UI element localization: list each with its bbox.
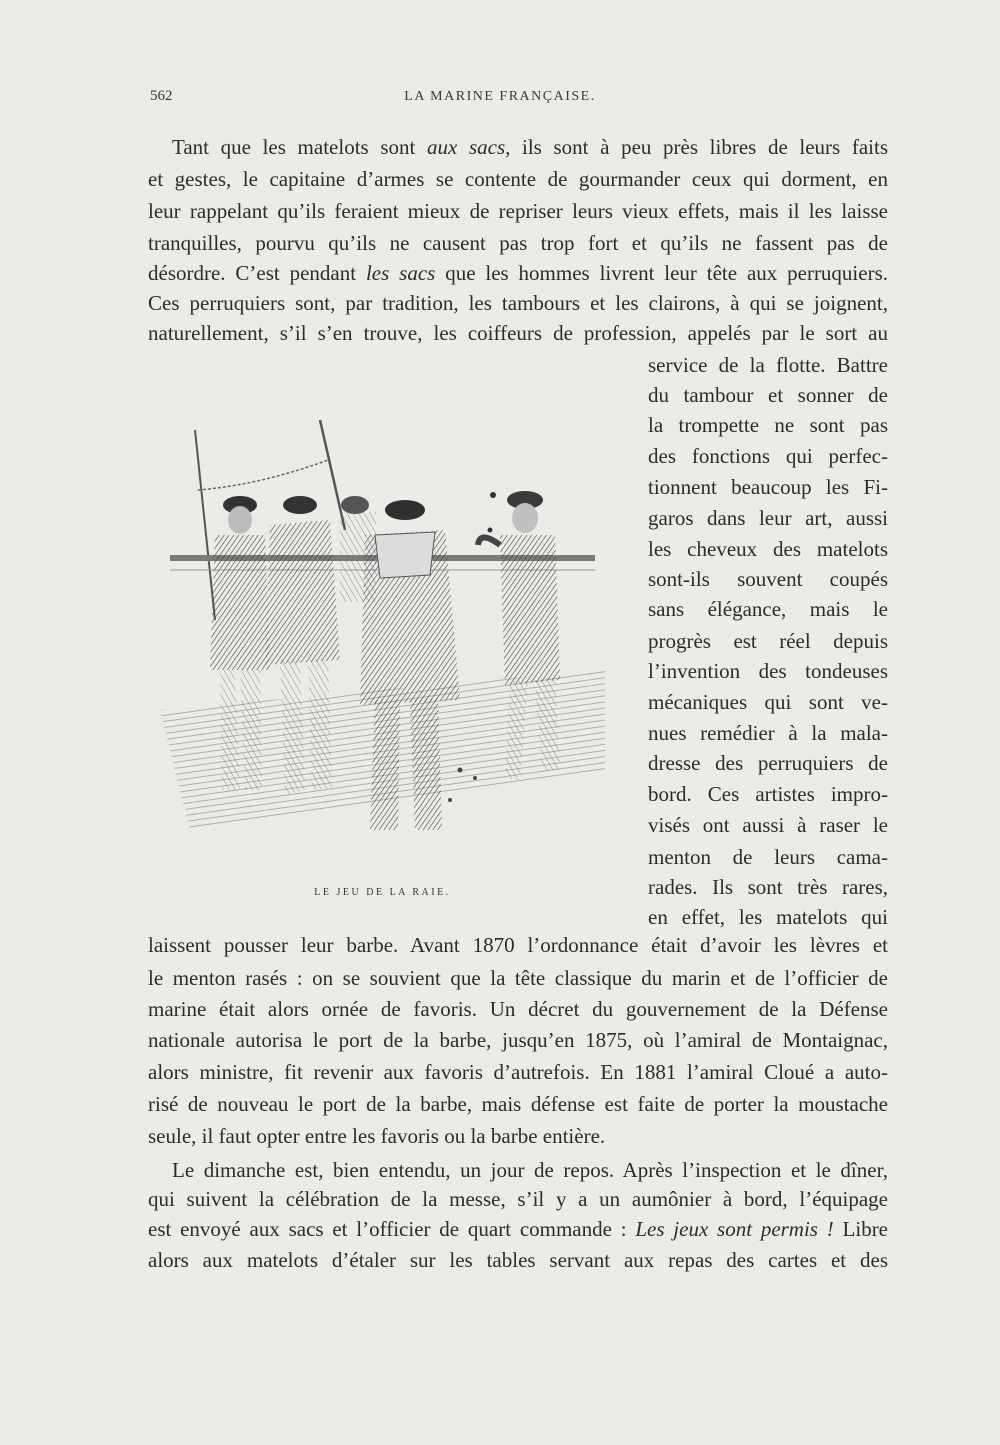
text-line: progrès est réel depuis	[648, 629, 888, 653]
page-number: 562	[150, 88, 173, 104]
page-header	[0, 88, 1000, 112]
text-line: du tambour et sonner de	[648, 383, 888, 407]
text-line: marine était alors ornée de favoris. Un décret du gouvernement de la Défense	[148, 997, 888, 1021]
text-line: désordre. C’est pendant les sacs que les hommes livrent leur tête aux perruquiers.	[148, 261, 888, 285]
text-line: alors ministre, fit revenir aux favoris d’autrefois. En 1881 l’amiral Cloué a auto-	[148, 1060, 888, 1084]
figure-caption: LE JEU DE LA RAIE.	[314, 887, 451, 898]
text-line: laissent pousser leur barbe. Avant 1870 l’ordonnance était d’avoir les lèvres et	[148, 933, 888, 957]
text-line: des fonctions qui perfec-	[648, 444, 888, 468]
text-line: le menton rasés : on se souvient que la tête classique du marin et de l’officier de	[148, 966, 888, 990]
text-line: garos dans leur art, aussi	[648, 506, 888, 530]
text-line: alors aux matelots d’étaler sur les tables servant aux repas des cartes et des	[148, 1248, 888, 1272]
text-line: visés ont aussi à raser le	[648, 813, 888, 837]
illustration-sailors-playing	[160, 410, 605, 850]
text-line: tionnent beaucoup les Fi-	[648, 475, 888, 499]
text-line: la trompette ne sont pas	[648, 413, 888, 437]
text-line: est envoyé aux sacs et l’officier de quart commande : Les jeux sont permis ! Libre	[148, 1217, 888, 1241]
text-line: sans élégance, mais le	[648, 597, 888, 621]
text-line: nues remédier à la mala-	[648, 721, 888, 745]
text-line: menton de leurs cama-	[648, 845, 888, 869]
text-line: Tant que les matelots sont aux sacs, ils sont à peu près libres de leurs faits	[172, 135, 888, 159]
text-line: leur rappelant qu’ils feraient mieux de repriser leurs vieux effets, mais il les laisse	[148, 199, 888, 223]
text-line: mécaniques qui sont ve-	[648, 690, 888, 714]
text-line: dresse des perruquiers de	[648, 751, 888, 775]
text-line: et gestes, le capitaine d’armes se contente de gourmander ceux qui dorment, en	[148, 167, 888, 191]
text-line: bord. Ces artistes impro-	[648, 782, 888, 806]
text-line: l’invention des tondeuses	[648, 659, 888, 683]
text-line: Le dimanche est, bien entendu, un jour de repos. Après l’inspection et le dîner,	[172, 1158, 888, 1182]
text-line: seule, il faut opter entre les favoris ou la barbe entière.	[148, 1124, 606, 1148]
text-line: sont-ils souvent coupés	[648, 567, 888, 591]
text-line: nationale autorisa le port de la barbe, jusqu’en 1875, où l’amiral de Montaignac,	[148, 1028, 888, 1052]
text-line: naturellement, s’il s’en trouve, les coiffeurs de profession, appelés par le sort au	[148, 321, 888, 345]
text-line: service de la flotte. Battre	[648, 353, 888, 377]
text-line: en effet, les matelots qui	[648, 905, 888, 929]
text-line: risé de nouveau le port de la barbe, mais défense est faite de porter la moustache	[148, 1092, 888, 1116]
text-line: rades. Ils sont très rares,	[648, 875, 888, 899]
text-line: tranquilles, pourvu qu’ils ne causent pas trop fort et qu’ils ne fassent pas de	[148, 231, 888, 255]
text-line: qui suivent la célébration de la messe, s’il y a un aumônier à bord, l’équipage	[148, 1187, 888, 1211]
running-title: LA MARINE FRANÇAISE.	[404, 89, 596, 104]
text-line: Ces perruquiers sont, par tradition, les tambours et les clairons, à qui se joignent,	[148, 291, 888, 315]
text-line: les cheveux des matelots	[648, 537, 888, 561]
